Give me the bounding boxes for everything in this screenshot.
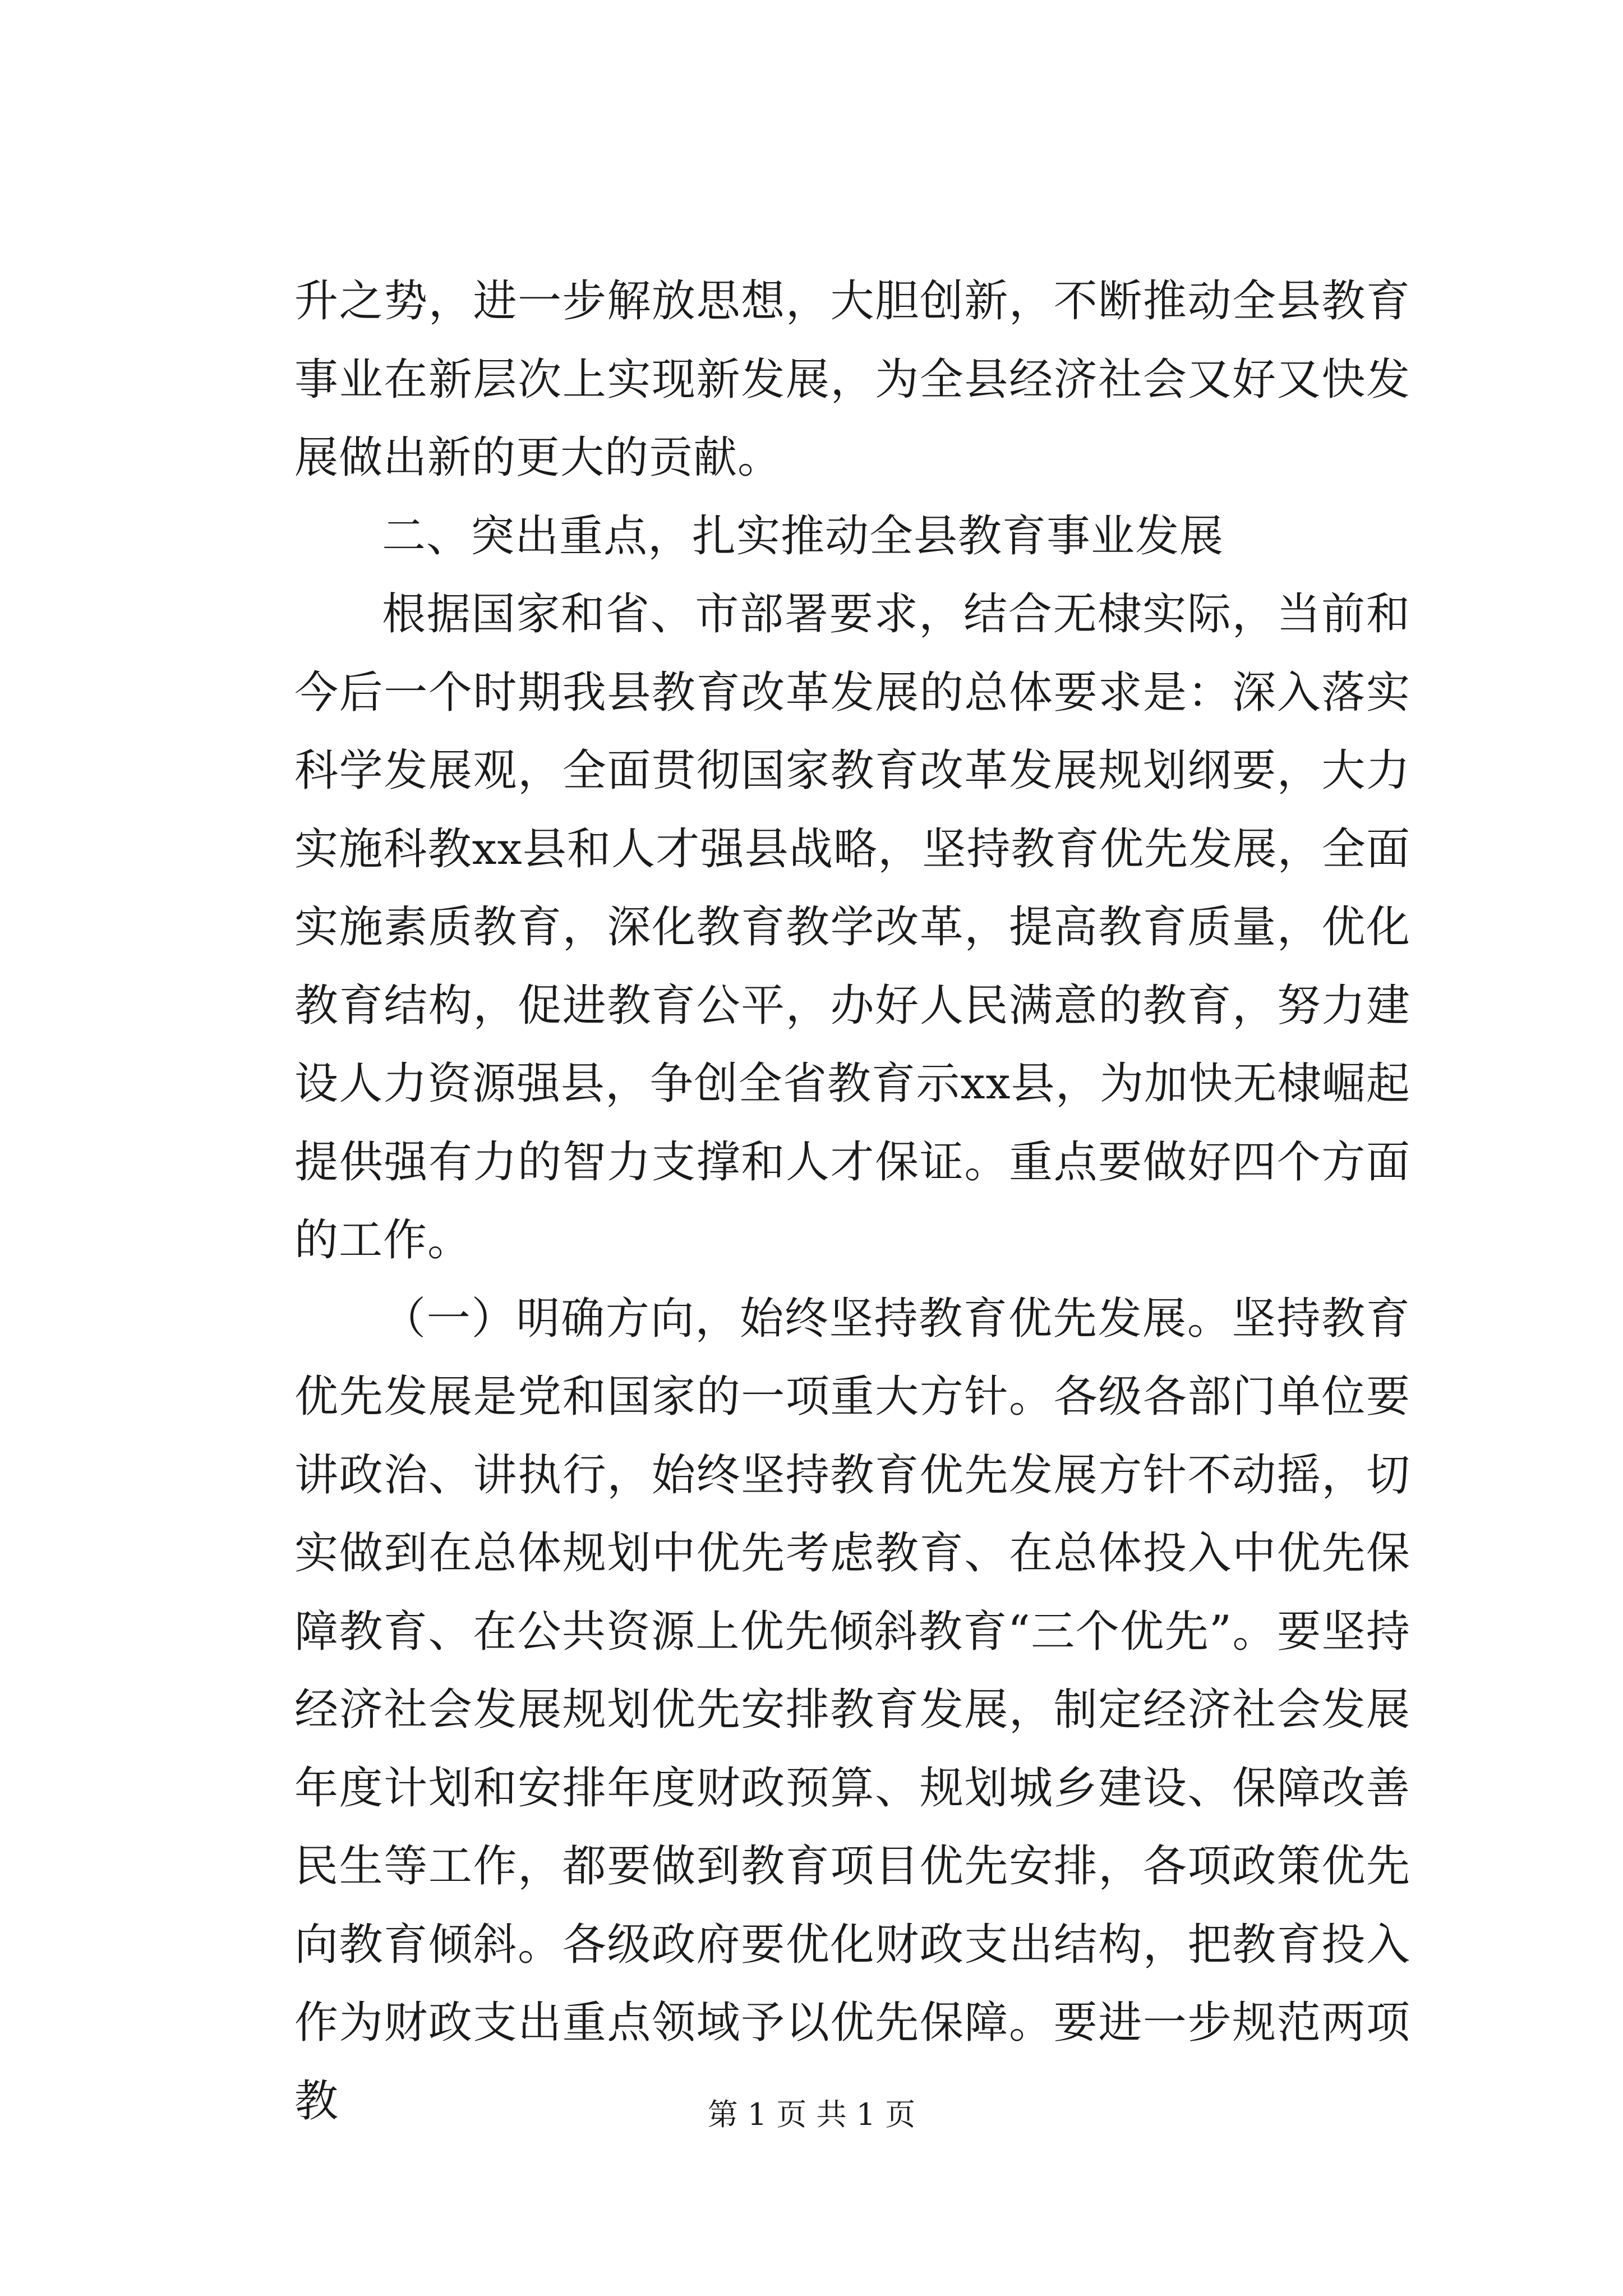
body-paragraph: （一）明确方向，始终坚持教育优先发展。坚持教育优先发展是党和国家的一项重大方针。各级各部门单位要讲政治、讲执行，始终坚持教育优先发展方针不动摇，切实做到在总体规划中优先考虑教育、在总体投入中优先保障教育、在公共资源上优先倾斜教育“三个优先”。要坚持经济社会发展规划优先安排教育发展，制定经济社会发展年度计划和安排年度财政预算、规划城乡建设、保障改善民生等工作，都要做到教育项目优先安排，各项政策优先向教育倾斜。各级政府要优化财政支出结构，把教育投入作为财政支出重点领域予以优先保障。要进一步规范两项教: [294, 1293, 1410, 2127]
continuation-paragraph: 升之势，进一步解放思想，大胆创新，不断推动全县教育事业在新层次上实现新发展，为全县经济社会又好又快发展做出新的更大的贡献。: [294, 276, 1410, 483]
page-footer: 第 1 页 共 1 页: [707, 2097, 916, 2132]
document-body: [294, 263, 1410, 2141]
body-paragraph: 根据国家和省、市部署要求，结合无棣实际，当前和今后一个时期我县教育改革发展的总体要求是：深入落实科学发展观，全面贯彻国家教育改革发展规划纲要，大力实施科教xx县和人才强县战略，坚持教育优先发展，全面实施素质教育，深化教育教学改革，提高教育质量，优化教育结构，促进教育公平，办好人民满意的教育，努力建设人力资源强县，争创全省教育示xx县，为加快无棣崛起提供强有力的智力支撑和人才保证。重点要做好四个方面的工作。: [294, 589, 1410, 1266]
section-heading: 二、突出重点，扎实推动全县教育事业发展: [382, 510, 1224, 562]
